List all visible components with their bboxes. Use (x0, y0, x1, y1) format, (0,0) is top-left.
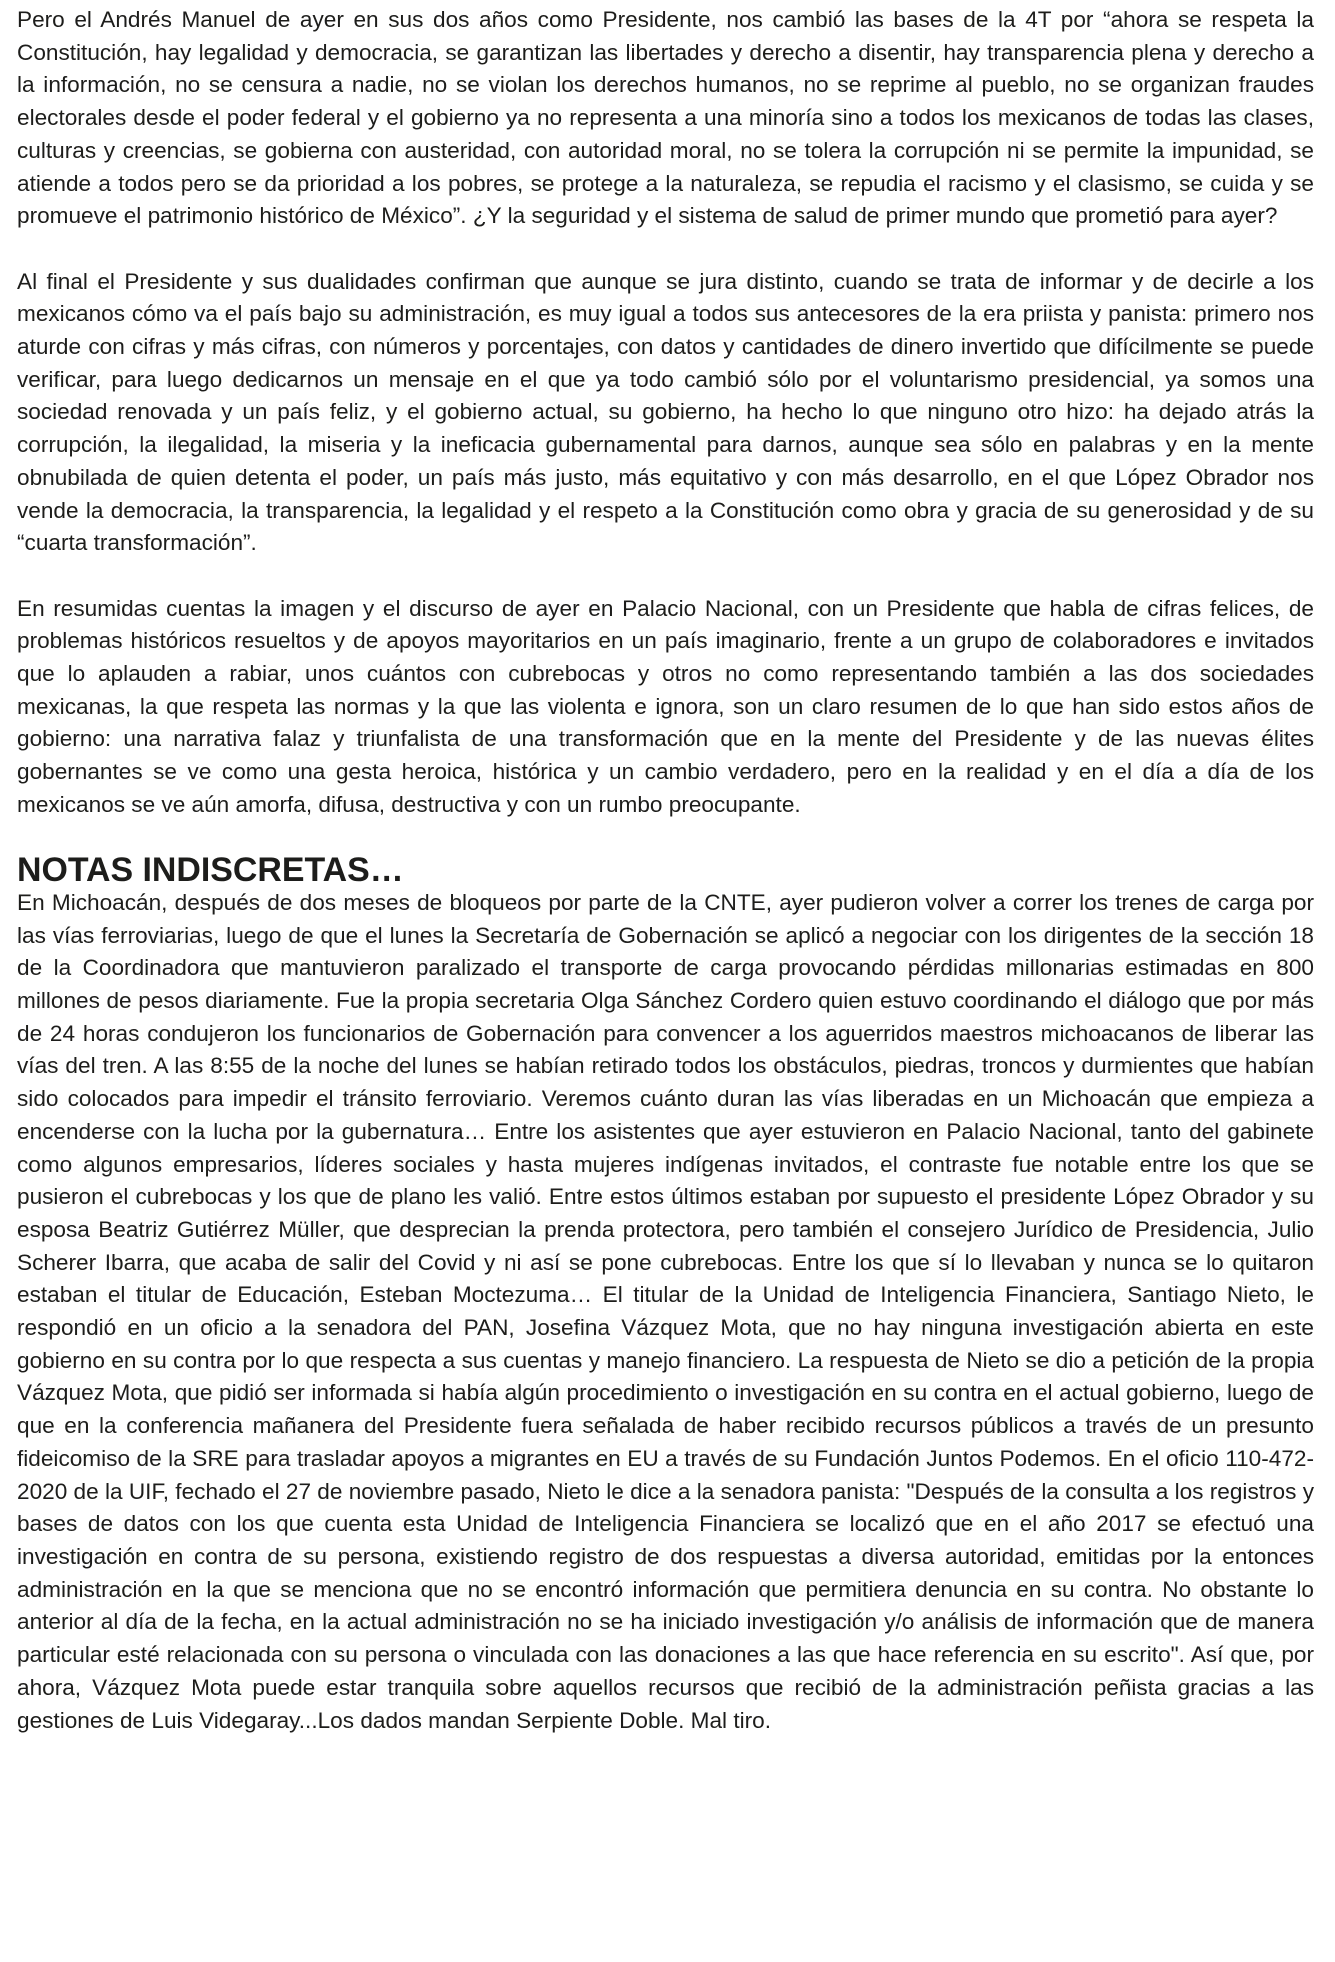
article-paragraph: Pero el Andrés Manuel de ayer en sus dos años como Presidente, nos cambió las bases de la 4T por “ahora se respeta la Constitución, hay legalidad y democracia, se garantizan las libertades y derecho a disentir, hay transparencia plena y derecho a la información, no se censura a nadie, no se violan los derechos humanos, no se reprime al pueblo, no se organizan fraudes electorales desde el poder federal y el gobierno ya no representa a una minoría sino a todos los mexicanos de todas las clases, culturas y creencias, se gobierna con austeridad, con autoridad moral, no se tolera la corrupción ni se permite la impunidad, se atiende a todos pero se da prioridad a los pobres, se protege a la naturaleza, se repudia el racismo y el clasismo, se cuida y se promueve el patrimonio histórico de México”. ¿Y la seguridad y el sistema de salud de primer mundo que prometió para ayer? (17, 7, 1314, 229)
article-paragraph: Al final el Presidente y sus dualidades confirman que aunque se jura distinto, cuando se trata de informar y de decirle a los mexicanos cómo va el país bajo su administración, es muy igual a todos sus antecesores de la era priista y panista: primero nos aturde con cifras y más cifras, con números y porcentajes, con datos y cantidades de dinero invertido que difícilmente se puede verificar, para luego dedicarnos un mensaje en el que ya todo cambió sólo por el voluntarismo presidencial, ya somos una sociedad renovada y un país feliz, y el gobierno actual, su gobierno, ha hecho lo que ninguno otro hizo: ha dejado atrás la corrupción, la ilegalidad, la miseria y la ineficacia gubernamental para darnos, aunque sea sólo en palabras y en la mente obnubilada de quien detenta el poder, un país más justo, más equitativo y con más desarrollo, en el que López Obrador nos vende la democracia, la transparencia, la legalidad y el respeto a la Constitución como obra y gracia de su generosidad y de su “cuarta transformación”. (17, 268, 1314, 556)
article-paragraph: En resumidas cuentas la imagen y el discurso de ayer en Palacio Nacional, con un Presidente que habla de cifras felices, de problemas históricos resueltos y de apoyos mayoritarios en un país imaginario, frente a un grupo de colaboradores e invitados que lo aplauden a rabiar, unos cuántos con cubrebocas y otros no como representando también a las dos sociedades mexicanas, la que respeta las normas y la que las violenta e ignora, son un claro resumen de lo que han sido estos años de gobierno: una narrativa falaz y triunfalista de una transformación que en la mente del Presidente y de las nuevas élites gobernantes se ve como una gesta heroica, histórica y un cambio verdadero, pero en la realidad y en el día a día de los mexicanos se ve aún amorfa, difusa, destructiva y con un rumbo preocupante. (17, 595, 1314, 817)
notes-paragraph: En Michoacán, después de dos meses de bloqueos por parte de la CNTE, ayer pudieron volver a correr los trenes de carga por las vías ferroviarias, luego de que el lunes la Secretaría de Gobernación se aplicó a negociar con los dirigentes de la sección 18 de la Coordinadora que mantuvieron paralizado el transporte de carga provocando pérdidas millonarias estimadas en 800 millones de pesos diariamente. Fue la propia secretaria Olga Sánchez Cordero quien estuvo coordinando el diálogo que por más de 24 horas condujeron los funcionarios de Gobernación para convencer a los aguerridos maestros michoacanos de liberar las vías del tren. A las 8:55 de la noche del lunes se habían retirado todos los obstáculos, piedras, troncos y durmientes que habían sido colocados para impedir el tránsito ferroviario. Veremos cuánto duran las vías liberadas en un Michoacán que empieza a encenderse con la lucha por la gubernatura… Entre los asistentes que ayer estuvieron en Palacio Nacional, tanto del gabinete como algunos empresarios, líderes sociales y hasta mujeres indígenas invitados, el contraste fue notable entre los que se pusieron el cubrebocas y los que de plano les valió. Entre estos últimos estaban por supuesto el presidente López Obrador y su esposa Beatriz Gutiérrez Müller, que desprecian la prenda protectora, pero también el consejero Jurídico de Presidencia, Julio Scherer Ibarra, que acaba de salir del Covid y ni así se pone cubrebocas. Entre los que sí lo llevaban y nunca se lo quitaron estaban el titular de Educación, Esteban Moctezuma… El titular de la Unidad de Inteligencia Financiera, Santiago Nieto, le respondió en un oficio a la senadora del PAN, Josefina Vázquez Mota, que no hay ninguna investigación abierta en este gobierno en su contra por lo que respecta a sus cuentas y manejo financiero. La respuesta de Nieto se dio a petición de la propia Vázquez Mota, que pidió ser informada si había algún procedimiento o investigación en su contra en el actual gobierno, luego de que en la conferencia mañanera del Presidente fuera señalada de haber recibido recursos públicos a través de un presunto fideicomiso de la SRE para trasladar apoyos a migrantes en EU a través de su Fundación Juntos Podemos. En el oficio 110-472-2020 de la UIF, fechado el 27 de noviembre pasado, Nieto le dice a la senadora panista: "Después de la consulta a los registros y bases de datos con los que cuenta esta Unidad de Inteligencia Financiera se localizó que en el año 2017 se efectuó una investigación en contra de su persona, existiendo registro de dos respuestas a diversa autoridad, emitidas por la entonces administración en la que se menciona que no se encontró información que permitiera denuncia en su contra. No obstante lo anterior al día de la fecha, en la actual administración no se ha iniciado investigación y/o análisis de información que de manera particular esté relacionada con su persona o vinculada con las donaciones a las que hace referencia en su escrito". Así que, por ahora, Vázquez Mota puede estar tranquila sobre aquellos recursos que recibió de la administración peñista gracias a las gestiones de Luis Videgaray...Los dados mandan Serpiente Doble. Mal tiro. (17, 889, 1314, 1733)
notes-heading: NOTAS INDISCRETAS… (17, 851, 404, 890)
article-page (17, 4, 1314, 1737)
